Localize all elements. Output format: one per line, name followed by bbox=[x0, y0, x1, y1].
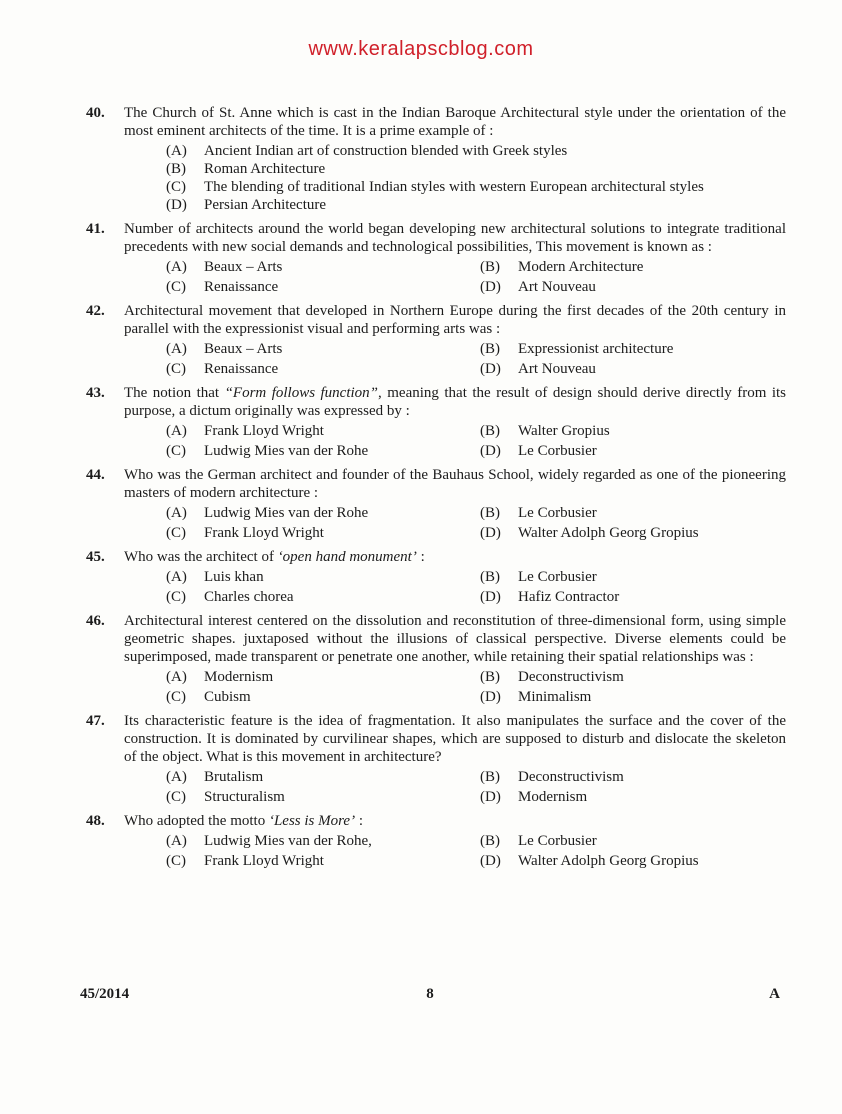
question-number: 42. bbox=[86, 303, 105, 319]
option-c: (C) Renaissance bbox=[166, 361, 279, 377]
option-d: (D) Minimalism bbox=[480, 689, 592, 705]
question-number: 43. bbox=[86, 385, 105, 401]
option-b: (B) Expressionist architecture bbox=[480, 341, 674, 357]
question-text: Its characteristic feature is the idea of fragmentation. It also manipulates the surface and the cover of the construction. It is dominated by curvilinear shapes, which are supposed to disturb and dislocate the skeleton of the object. What is this movement in architecture? bbox=[124, 713, 786, 765]
option-c: (C) Structuralism bbox=[166, 789, 285, 805]
option-d: (D) Persian Architecture bbox=[166, 197, 327, 213]
question-text: Who was the German architect and founder of the Bauhaus School, widely regarded as one of the pioneering masters of modern architecture : bbox=[124, 467, 786, 501]
page-number: 8 bbox=[426, 986, 434, 1002]
option-c: (C) Renaissance bbox=[166, 279, 279, 295]
question-48 bbox=[86, 812, 786, 870]
question-text: Who was the architect of ‘open hand monument’ : bbox=[124, 549, 425, 565]
option-b: (B) Modern Architecture bbox=[480, 259, 644, 275]
exam-code: 45/2014 bbox=[80, 986, 130, 1002]
page-footer bbox=[80, 986, 780, 1003]
option-d: (D) Le Corbusier bbox=[480, 443, 597, 459]
options bbox=[124, 768, 786, 806]
options bbox=[124, 340, 786, 378]
series-code: A bbox=[769, 986, 780, 1002]
option-c: (C) Ludwig Mies van der Rohe bbox=[166, 443, 369, 459]
option-a: (A) Luis khan bbox=[166, 569, 264, 585]
options bbox=[124, 504, 786, 542]
options bbox=[124, 832, 786, 870]
option-c: (C) The blending of traditional Indian styles with western European architectural styles bbox=[166, 179, 704, 195]
option-a: (A) Modernism bbox=[166, 669, 274, 685]
question-list bbox=[86, 104, 786, 876]
option-c: (C) Charles chorea bbox=[166, 589, 294, 605]
question-text: Architectural movement that developed in Northern Europe during the first decades of the 20th century in parallel with the expressionist visual and performing arts was : bbox=[124, 303, 786, 337]
question-text: The Church of St. Anne which is cast in the Indian Baroque Architectural style under the orientation of the most eminent architects of the time. It is a prime example of : bbox=[124, 105, 786, 139]
option-d: (D) Art Nouveau bbox=[480, 361, 596, 377]
question-number: 44. bbox=[86, 467, 105, 483]
header-url[interactable]: www.keralapscblog.com bbox=[308, 38, 534, 60]
question-text: Number of architects around the world began developing new architectural solutions to integrate traditional precedents with new social demands and technological possibilities, This movement is known as : bbox=[124, 221, 786, 255]
option-a: (A) Brutalism bbox=[166, 769, 264, 785]
question-number: 48. bbox=[86, 813, 105, 829]
option-c: (C) Cubism bbox=[166, 689, 251, 705]
option-b: (B) Deconstructivism bbox=[480, 669, 624, 685]
option-d: (D) Hafiz Contractor bbox=[480, 589, 620, 605]
option-d: (D) Walter Adolph Georg Gropius bbox=[480, 525, 699, 541]
options bbox=[124, 258, 786, 296]
option-a: (A) Ancient Indian art of construction blended with Greek styles bbox=[166, 143, 568, 159]
question-number: 40. bbox=[86, 105, 105, 121]
option-d: (D) Art Nouveau bbox=[480, 279, 596, 295]
question-text: The notion that “Form follows function”, meaning that the result of design should derive directly from its purpose, a dictum originally was expressed by : bbox=[124, 385, 787, 419]
question-number: 41. bbox=[86, 221, 105, 237]
question-number: 47. bbox=[86, 713, 105, 729]
options bbox=[124, 422, 786, 460]
option-a: (A) Beaux – Arts bbox=[166, 259, 283, 275]
question-47 bbox=[86, 712, 786, 806]
option-b: (B) Le Corbusier bbox=[480, 569, 597, 585]
question-41 bbox=[86, 220, 786, 296]
options bbox=[124, 568, 786, 606]
option-a: (A) Ludwig Mies van der Rohe, bbox=[166, 833, 372, 849]
option-d: (D) Modernism bbox=[480, 789, 588, 805]
question-46 bbox=[86, 612, 786, 706]
question-43 bbox=[86, 384, 786, 460]
options bbox=[124, 142, 786, 214]
question-number: 45. bbox=[86, 549, 105, 565]
question-text: Who adopted the motto ‘Less is More’ : bbox=[124, 813, 363, 829]
option-b: (B) Le Corbusier bbox=[480, 833, 597, 849]
question-text: Architectural interest centered on the dissolution and reconstitution of three-dimensional form, using simple geometric shapes. juxtaposed without the illusions of classical perspective. Diverse elements could be superimposed, made transparent or penetrate one another, while retaining their spatial relationships was : bbox=[124, 613, 786, 665]
question-number: 46. bbox=[86, 613, 105, 629]
option-b: (B) Le Corbusier bbox=[480, 505, 597, 521]
question-40 bbox=[86, 104, 786, 214]
option-a: (A) Beaux – Arts bbox=[166, 341, 283, 357]
option-b: (B) Deconstructivism bbox=[480, 769, 624, 785]
question-42 bbox=[86, 302, 786, 378]
question-45 bbox=[86, 548, 786, 606]
option-b: (B) Walter Gropius bbox=[480, 423, 610, 439]
option-c: (C) Frank Lloyd Wright bbox=[166, 853, 324, 869]
option-c: (C) Frank Lloyd Wright bbox=[166, 525, 324, 541]
options bbox=[124, 668, 786, 706]
option-a: (A) Frank Lloyd Wright bbox=[166, 423, 324, 439]
option-d: (D) Walter Adolph Georg Gropius bbox=[480, 853, 699, 869]
question-44 bbox=[86, 466, 786, 542]
option-b: (B) Roman Architecture bbox=[166, 161, 326, 177]
option-a: (A) Ludwig Mies van der Rohe bbox=[166, 505, 369, 521]
